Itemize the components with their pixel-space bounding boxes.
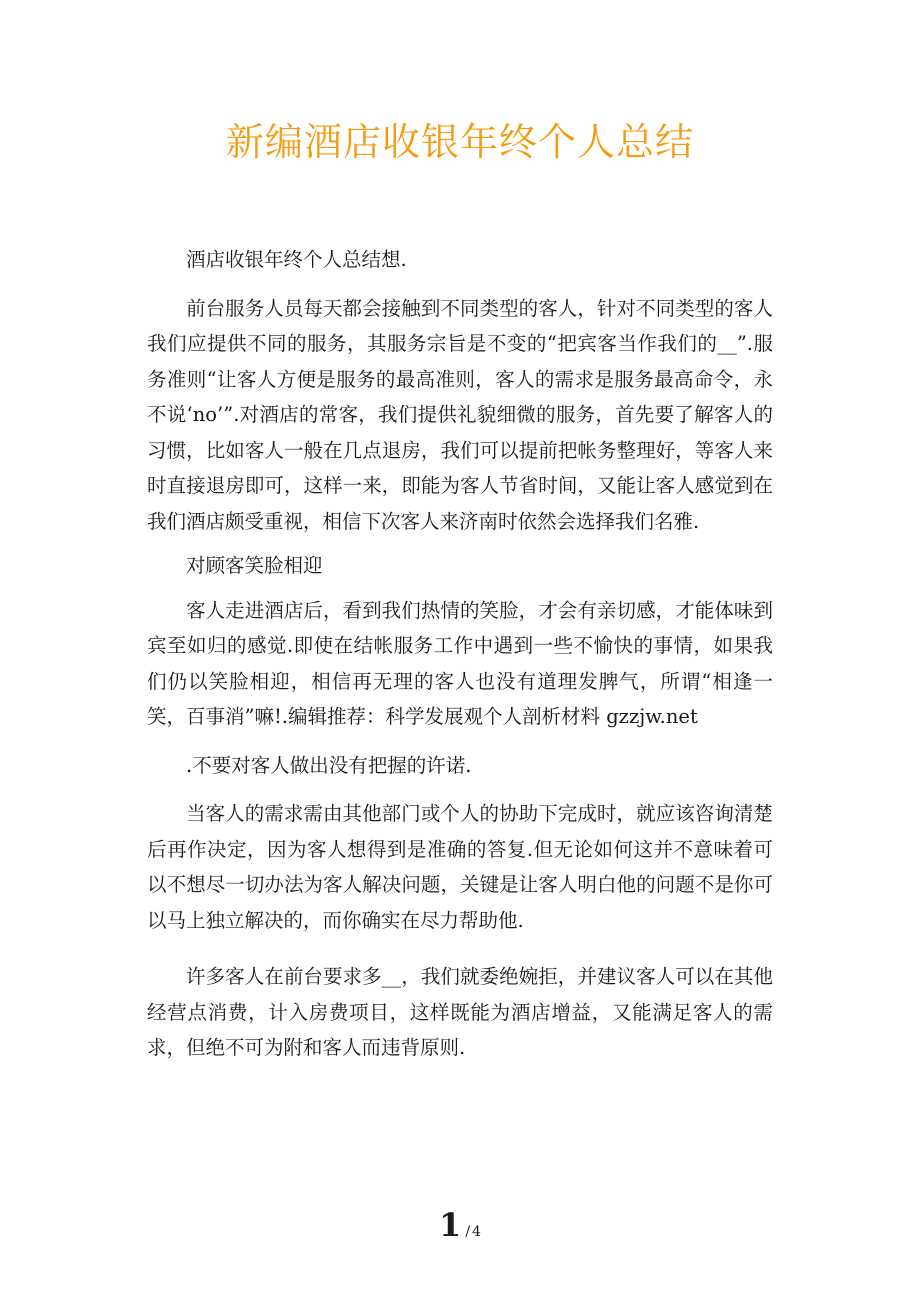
paragraph-front-desk-service: 前台服务人员每天都会接触到不同类型的客人，针对不同类型的客人我们应提供不同的服务，其服务宗旨是不变的“把宾客当作我们的__”.服务准则“让客人方便是服务的最高准则，客人的需求是服务最高命令，永不说‘no’”.对酒店的常客，我们提供礼貌细微的服务，首先要了解客人的习惯，比如客人一般在几点退房，我们可以提前把帐务整理好，等客人来时直接退房即可，这样一来，即能为客人节省时间，又能让客人感觉到在我们酒店颇受重视，相信下次客人来济南时依然会选择我们名雅. bbox=[147, 296, 773, 533]
paragraph-polite-refusal: 许多客人在前台要求多__，我们就委绝婉拒，并建议客人可以在其他经营点消费，计入房费项目，这样既能为酒店增益，又能满足客人的需求，但绝不可为附和客人而违背原则. bbox=[147, 965, 773, 1059]
paragraph-smile-welcome: 客人走进酒店后，看到我们热情的笑脸，才会有亲切感，才能体味到宾至如归的感觉.即使在结帐服务工作中遇到一些不愉快的事情，如果我们仍以笑脸相迎，相信再无理的客人也没有道理发脾气，所谓“相逢一笑，百事消”嘛!.编辑推荐：科学发展观个人剖析材料 gzzjw.net bbox=[147, 598, 773, 728]
paragraph-consult-first: 当客人的需求需由其他部门或个人的协助下完成时，就应该咨询清楚后再作决定，因为客人想得到是准确的答复.但无论如何这并不意味着可以不想尽一切办法为客人解决问题，关键是让客人明白他的问题不是你可以马上独立解决的，而你确实在尽力帮助他. bbox=[147, 802, 773, 932]
paragraph-intro: 酒店收银年终个人总结想. bbox=[186, 248, 407, 271]
paragraph-heading-smile: 对顾客笑脸相迎 bbox=[186, 554, 323, 577]
page-separator: / bbox=[465, 1224, 471, 1240]
document-title: 新编酒店收银年终个人总结 bbox=[225, 120, 694, 164]
page-total: 4 bbox=[472, 1224, 481, 1240]
document-body bbox=[147, 242, 773, 1066]
page-number bbox=[0, 1206, 920, 1244]
paragraph-heading-promise: .不要对客人做出没有把握的许诺. bbox=[186, 753, 472, 777]
page-current: 1 bbox=[439, 1206, 462, 1244]
